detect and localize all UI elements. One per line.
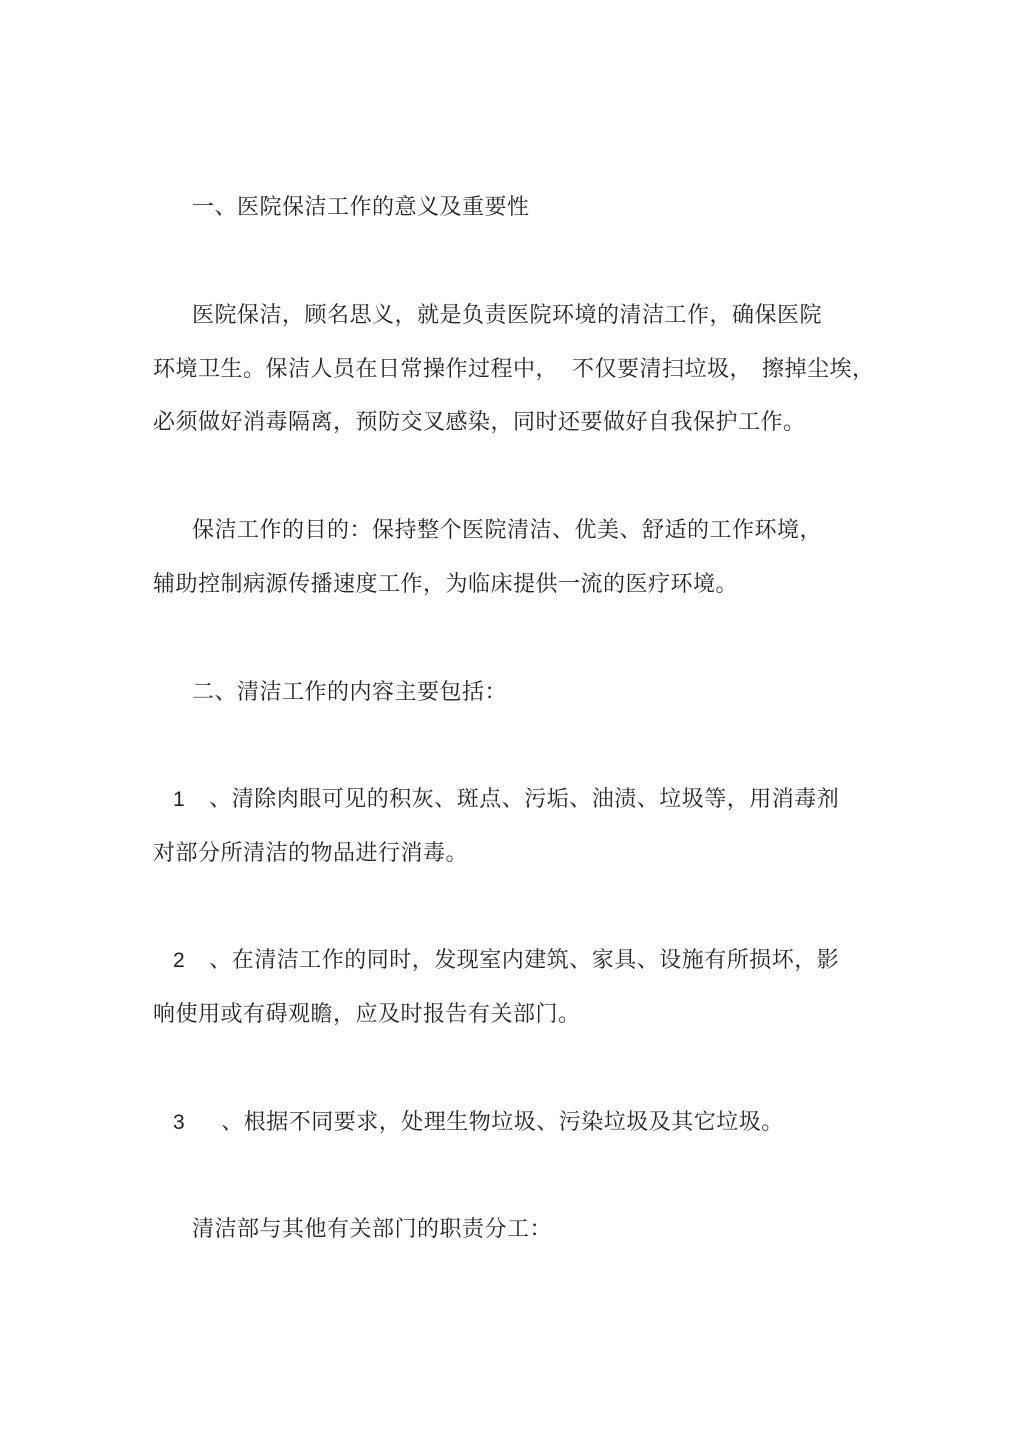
paragraph-line: 医院保洁，顾名思义，就是负责医院环境的清洁工作，确保医院: [192, 303, 823, 328]
paragraph-segment: 环境卫生。保洁人员在日常操作过程中，: [153, 357, 559, 382]
list-item-line: 对部分所清洁的物品进行消毒。: [153, 841, 469, 866]
list-item-number: 2: [173, 949, 186, 972]
section-heading-3: 清洁部与其他有关部门的职责分工：: [192, 1217, 553, 1242]
section-heading-1: 一、医院保洁工作的意义及重要性: [192, 195, 530, 220]
list-item-line: [173, 785, 839, 815]
list-item-number: 1: [173, 788, 186, 811]
paragraph-line: 必须做好消毒隔离，预防交叉感染，同时还要做好自我保护工作。: [153, 410, 806, 435]
section-heading-2: 二、清洁工作的内容主要包括：: [192, 680, 508, 705]
paragraph-line: [153, 355, 875, 385]
list-item-text: 、在清洁工作的同时，发现室内建筑、家具、设施有所损坏，影: [209, 948, 840, 973]
list-item-text: 、根据不同要求，处理生物垃圾、污染垃圾及其它垃圾。: [221, 1110, 784, 1135]
list-item-text: 、清除肉眼可见的积灰、斑点、污垢、油渍、垃圾等，用消毒剂: [209, 787, 840, 812]
list-item-line: [173, 946, 839, 976]
paragraph-line: 保洁工作的目的：保持整个医院清洁、优美、舒适的工作环境，: [192, 518, 823, 543]
list-item-line: 响使用或有碍观瞻，应及时报告有关部门。: [153, 1002, 581, 1027]
paragraph-line: 辅助控制病源传播速度工作，为临床提供一流的医疗环境。: [153, 572, 739, 597]
paragraph-segment: 擦掉尘埃，: [762, 357, 875, 382]
list-item-number: 3: [173, 1111, 186, 1134]
list-item-line: [173, 1108, 784, 1138]
paragraph-segment: 不仅要清扫垃圾，: [572, 357, 753, 382]
